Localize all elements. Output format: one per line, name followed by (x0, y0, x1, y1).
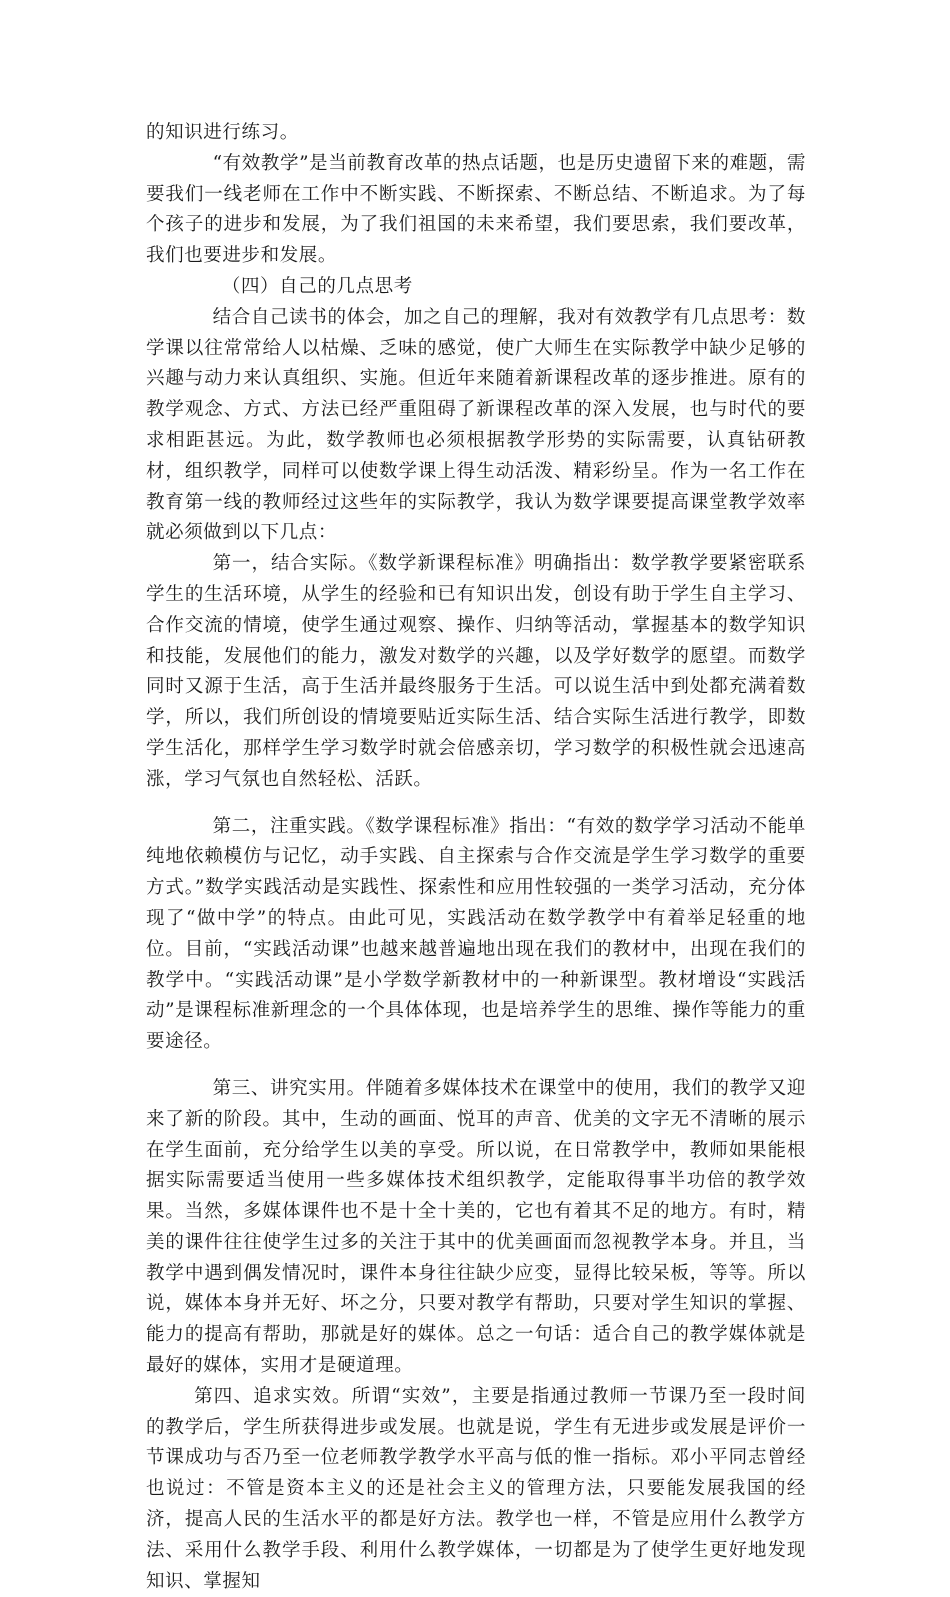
paragraph-point-two: 第二，注重实践。《数学课程标准》指出：“有效的数学学习活动不能单纯地依赖模仿与记忆，动手实践、自主探索与合作交流是学生学习数学的重要方式。”数学实践活动是实践性、探索性和应用性较强的一类学习活动，充分体现了“做中学”的特点。由此可见，实践活动在数学教学中有着举足轻重的地位。目前，“实践活动课”也越来越普遍地出现在我们的教材中，出现在我们的教学中。“实践活动课”是小学数学新教材中的一种新课型。教材增设“实践活动”是课程标准新理念的一个具体体现，也是培养学生的思维、操作等能力的重要途径。 (146, 815, 806, 1053)
paragraph-point-three: 第三、讲究实用。伴随着多媒体技术在课堂中的使用，我们的教学又迎来了新的阶段。其中，生动的画面、悦耳的声音、优美的文字无不清晰的展示在学生面前，充分给学生以美的享受。所以说，在日常教学中，教师如果能根据实际需要适当使用一些多媒体技术组织教学，定能取得事半功倍的教学效果。当然，多媒体课件也不是十全十美的，它也有着其不足的地方。有时，精美的课件往往使学生过多的关注于其中的优美画面而忽视教学本身。并且，当教学中遇到偶发情况时，课件本身往往缺少应变，显得比较呆板，等等。所以说，媒体本身并无好、坏之分，只要对教学有帮助，只要对学生知识的掌握、能力的提高有帮助，那就是好的媒体。总之一句话：适合自己的教学媒体就是最好的媒体，实用才是硬道理。 (146, 1077, 806, 1377)
paragraph-continuation: 的知识进行练习。 (146, 122, 299, 143)
paragraph-effective-teaching: “有效教学”是当前教育改革的热点话题，也是历史遗留下来的难题，需要我们一线老师在工作中不断实践、不断探索、不断总结、不断追求。为了每个孩子的进步和发展，为了我们祖国的未来希望，我们要思索，我们要改革，我们也要进步和发展。 (146, 152, 806, 267)
section-heading-reflections: （四）自己的几点思考 (221, 275, 413, 297)
paragraph-reflections-intro: 结合自己读书的体会，加之自己的理解，我对有效教学有几点思考：数学课以往常常给人以枯燥、乏味的感觉，使广大师生在实际教学中缺少足够的兴趣与动力来认真组织、实施。但近年来随着新课程改革的逐步推进。原有的教学观念、方式、方法已经严重阻碍了新课程改革的深入发展，也与时代的要求相距甚远。为此，数学教师也必须根据教学形势的实际需要，认真钻研教材，组织教学，同样可以使数学课上得生动活泼、精彩纷呈。作为一名工作在教育第一线的教师经过这些年的实际教学，我认为数学课要提高课堂教学效率就必须做到以下几点： (146, 306, 806, 544)
paragraph-point-four: 第四、追求实效。所谓“实效”，主要是指通过教师一节课乃至一段时间的教学后，学生所获得进步或发展。也就是说，学生有无进步或发展是评价一节课成功与否乃至一位老师教学教学水平高与低的惟一指标。邓小平同志曾经也说过：不管是资本主义的还是社会主义的管理方法，只要能发展我国的经济，提高人民的生活水平的都是好方法。教学也一样，不管是应用什么教学方法、采用什么教学手段、利用什么教学媒体，一切都是为了使学生更好地发现知识、掌握知 (146, 1385, 806, 1592)
paragraph-point-one: 第一，结合实际。《数学新课程标准》明确指出：数学教学要紧密联系学生的生活环境，从学生的经验和已有知识出发，创设有助于学生自主学习、合作交流的情境，使学生通过观察、操作、归纳等活动，掌握基本的数学知识和技能，发展他们的能力，激发对数学的兴趣，以及学好数学的愿望。而数学同时又源于生活，高于生活并最终服务于生活。可以说生活中到处都充满着数学，所以，我们所创设的情境要贴近实际生活、结合实际生活进行教学，即数学生活化，那样学生学习数学时就会倍感亲切，学习数学的积极性就会迅速高涨，学习气氛也自然轻松、活跃。 (146, 553, 806, 790)
document-body (146, 118, 806, 1597)
